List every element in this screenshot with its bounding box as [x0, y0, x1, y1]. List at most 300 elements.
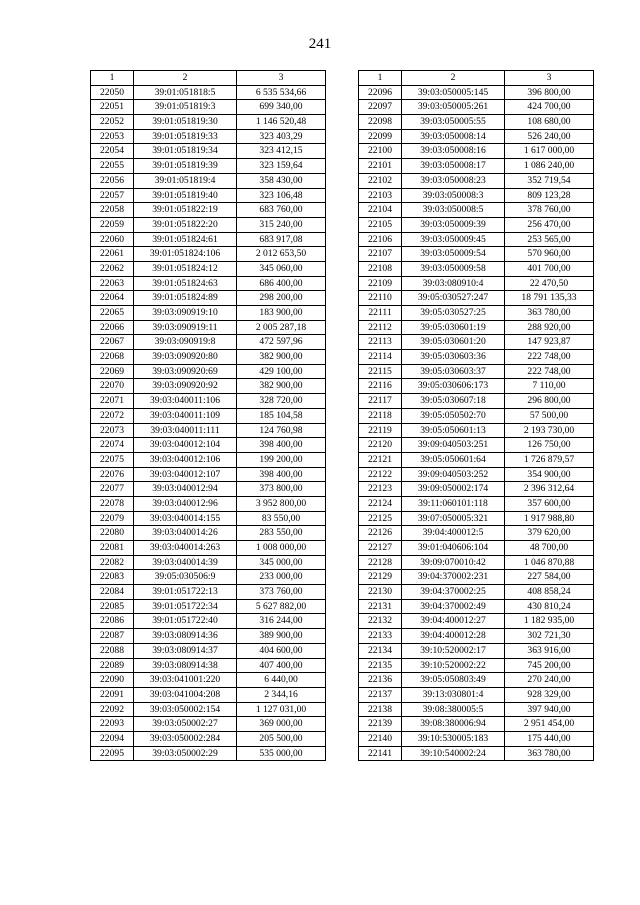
table-header-row — [91, 71, 326, 86]
row-number: 22117 — [359, 394, 402, 409]
cadastral-number: 39:03:050002:29 — [134, 746, 237, 761]
cadastral-value: 1 008 000,00 — [237, 541, 326, 556]
cadastral-number: 39:09:040503:251 — [402, 438, 505, 453]
table-row — [91, 585, 326, 600]
cadastral-value: 570 960,00 — [505, 247, 594, 262]
table-row — [359, 496, 594, 511]
cadastral-number: 39:01:051819:40 — [134, 188, 237, 203]
table-row — [91, 247, 326, 262]
row-number: 22092 — [91, 702, 134, 717]
table-row — [359, 658, 594, 673]
table-row — [359, 232, 594, 247]
cadastral-value: 382 900,00 — [237, 379, 326, 394]
table-row — [359, 731, 594, 746]
cadastral-value: 358 430,00 — [237, 173, 326, 188]
cadastral-number: 39:03:040014:39 — [134, 555, 237, 570]
cadastral-number: 39:03:050002:154 — [134, 702, 237, 717]
cadastral-value: 283 550,00 — [237, 526, 326, 541]
row-number: 22054 — [91, 144, 134, 159]
table-row — [359, 717, 594, 732]
cadastral-number: 39:01:051822:19 — [134, 203, 237, 218]
cadastral-value: 126 750,00 — [505, 438, 594, 453]
cadastral-number: 39:11:060101:118 — [402, 496, 505, 511]
cadastral-value: 397 940,00 — [505, 702, 594, 717]
table-row — [359, 570, 594, 585]
row-number: 22107 — [359, 247, 402, 262]
row-number: 22093 — [91, 717, 134, 732]
table-row — [91, 408, 326, 423]
cadastral-value: 323 106,48 — [237, 188, 326, 203]
cadastral-value: 83 550,00 — [237, 511, 326, 526]
cadastral-number: 39:04:400012:27 — [402, 614, 505, 629]
cadastral-number: 39:03:080914:36 — [134, 629, 237, 644]
cadastral-value: 369 000,00 — [237, 717, 326, 732]
table-row — [359, 115, 594, 130]
cadastral-number: 39:03:050009:45 — [402, 232, 505, 247]
cadastral-number: 39:10:540002:24 — [402, 746, 505, 761]
table-row — [91, 276, 326, 291]
cadastral-number: 39:10:530005:183 — [402, 731, 505, 746]
cadastral-value: 683 760,00 — [237, 203, 326, 218]
table-row — [91, 643, 326, 658]
row-number: 22132 — [359, 614, 402, 629]
cadastral-value: 363 780,00 — [505, 306, 594, 321]
cadastral-value: 396 800,00 — [505, 85, 594, 100]
table-row — [359, 702, 594, 717]
cadastral-number: 39:10:520002:17 — [402, 643, 505, 658]
table-row — [359, 276, 594, 291]
cadastral-value: 323 403,29 — [237, 129, 326, 144]
cadastral-number: 39:05:030601:19 — [402, 320, 505, 335]
row-number: 22056 — [91, 173, 134, 188]
cadastral-number: 39:03:040014:155 — [134, 511, 237, 526]
cadastral-value: 472 597,96 — [237, 335, 326, 350]
cadastral-value: 1 046 870,88 — [505, 555, 594, 570]
table-row — [359, 585, 594, 600]
cadastral-value: 2 193 730,00 — [505, 423, 594, 438]
table-row — [91, 570, 326, 585]
cadastral-value: 296 800,00 — [505, 394, 594, 409]
row-number: 22081 — [91, 541, 134, 556]
row-number: 22051 — [91, 100, 134, 115]
cadastral-value: 686 400,00 — [237, 276, 326, 291]
table-row — [359, 541, 594, 556]
row-number: 22085 — [91, 599, 134, 614]
cadastral-number: 39:05:050803:49 — [402, 673, 505, 688]
row-number: 22072 — [91, 408, 134, 423]
table-row — [359, 394, 594, 409]
cadastral-value: 378 760,00 — [505, 203, 594, 218]
row-number: 22098 — [359, 115, 402, 130]
table-row — [359, 364, 594, 379]
cadastral-value: 1 127 031,00 — [237, 702, 326, 717]
registry-table-left — [90, 70, 326, 761]
cadastral-value: 1 086 240,00 — [505, 159, 594, 174]
cadastral-number: 39:03:040012:96 — [134, 496, 237, 511]
cadastral-number: 39:03:090919:10 — [134, 306, 237, 321]
row-number: 22109 — [359, 276, 402, 291]
cadastral-value: 408 858,24 — [505, 585, 594, 600]
cadastral-number: 39:01:051819:3 — [134, 100, 237, 115]
cadastral-number: 39:04:370002:49 — [402, 599, 505, 614]
row-number: 22065 — [91, 306, 134, 321]
table-row — [359, 335, 594, 350]
table-row — [359, 614, 594, 629]
row-number: 22086 — [91, 614, 134, 629]
cadastral-number: 39:05:030527:247 — [402, 291, 505, 306]
row-number: 22131 — [359, 599, 402, 614]
table-row — [359, 423, 594, 438]
table-row — [91, 629, 326, 644]
table-row — [359, 100, 594, 115]
cadastral-value: 352 719,54 — [505, 173, 594, 188]
column-header-value: 3 — [237, 71, 326, 86]
row-number: 22138 — [359, 702, 402, 717]
row-number: 22057 — [91, 188, 134, 203]
cadastral-value: 373 760,00 — [237, 585, 326, 600]
row-number: 22076 — [91, 467, 134, 482]
cadastral-value: 323 412,15 — [237, 144, 326, 159]
cadastral-value: 5 627 882,00 — [237, 599, 326, 614]
table-row — [91, 188, 326, 203]
cadastral-value: 699 340,00 — [237, 100, 326, 115]
row-number: 22120 — [359, 438, 402, 453]
cadastral-number: 39:01:051722:40 — [134, 614, 237, 629]
row-number: 22119 — [359, 423, 402, 438]
cadastral-value: 147 923,87 — [505, 335, 594, 350]
row-number: 22118 — [359, 408, 402, 423]
table-row — [91, 731, 326, 746]
cadastral-value: 363 916,00 — [505, 643, 594, 658]
cadastral-number: 39:09:070010:42 — [402, 555, 505, 570]
row-number: 22114 — [359, 350, 402, 365]
row-number: 22104 — [359, 203, 402, 218]
cadastral-number: 39:01:051824:61 — [134, 232, 237, 247]
cadastral-number: 39:05:050601:13 — [402, 423, 505, 438]
cadastral-value: 316 244,00 — [237, 614, 326, 629]
cadastral-value: 429 100,00 — [237, 364, 326, 379]
table-row — [359, 629, 594, 644]
cadastral-number: 39:04:370002:231 — [402, 570, 505, 585]
row-number: 22096 — [359, 85, 402, 100]
cadastral-number: 39:03:050009:39 — [402, 217, 505, 232]
cadastral-value: 1 917 988,80 — [505, 511, 594, 526]
cadastral-value: 270 240,00 — [505, 673, 594, 688]
cadastral-value: 1 617 000,00 — [505, 144, 594, 159]
cadastral-value: 185 104,58 — [237, 408, 326, 423]
table-row — [91, 511, 326, 526]
row-number: 22105 — [359, 217, 402, 232]
cadastral-value: 401 700,00 — [505, 261, 594, 276]
cadastral-value: 227 584,00 — [505, 570, 594, 585]
row-number: 22063 — [91, 276, 134, 291]
row-number: 22112 — [359, 320, 402, 335]
cadastral-value: 1 182 935,00 — [505, 614, 594, 629]
row-number: 22053 — [91, 129, 134, 144]
cadastral-number: 39:09:040503:252 — [402, 467, 505, 482]
cadastral-value: 7 110,00 — [505, 379, 594, 394]
cadastral-value: 48 700,00 — [505, 541, 594, 556]
table-row — [359, 438, 594, 453]
cadastral-number: 39:01:051824:89 — [134, 291, 237, 306]
row-number: 22060 — [91, 232, 134, 247]
cadastral-number: 39:03:041004:208 — [134, 687, 237, 702]
table-row — [91, 599, 326, 614]
cadastral-number: 39:01:051824:106 — [134, 247, 237, 262]
cadastral-value: 222 748,00 — [505, 364, 594, 379]
table-row — [91, 320, 326, 335]
table-row — [91, 394, 326, 409]
table-row — [359, 482, 594, 497]
cadastral-value: 535 000,00 — [237, 746, 326, 761]
cadastral-number: 39:05:030601:20 — [402, 335, 505, 350]
table-row — [359, 173, 594, 188]
cadastral-value: 526 240,00 — [505, 129, 594, 144]
row-number: 22061 — [91, 247, 134, 262]
row-number: 22128 — [359, 555, 402, 570]
row-number: 22103 — [359, 188, 402, 203]
table-row — [359, 379, 594, 394]
row-number: 22087 — [91, 629, 134, 644]
cadastral-number: 39:03:040012:106 — [134, 452, 237, 467]
cadastral-value: 2 951 454,00 — [505, 717, 594, 732]
row-number: 22079 — [91, 511, 134, 526]
cadastral-value: 315 240,00 — [237, 217, 326, 232]
row-number: 22123 — [359, 482, 402, 497]
cadastral-value: 108 680,00 — [505, 115, 594, 130]
row-number: 22122 — [359, 467, 402, 482]
table-row — [91, 541, 326, 556]
cadastral-value: 363 780,00 — [505, 746, 594, 761]
table-row — [91, 687, 326, 702]
table-row — [359, 746, 594, 761]
table-row — [91, 673, 326, 688]
row-number: 22094 — [91, 731, 134, 746]
cadastral-number: 39:01:051722:13 — [134, 585, 237, 600]
table-row — [359, 673, 594, 688]
row-number: 22074 — [91, 438, 134, 453]
cadastral-number: 39:03:050008:5 — [402, 203, 505, 218]
cadastral-value: 199 200,00 — [237, 452, 326, 467]
cadastral-number: 39:03:080910:4 — [402, 276, 505, 291]
row-number: 22124 — [359, 496, 402, 511]
table-row — [359, 159, 594, 174]
table-row — [91, 159, 326, 174]
table-row — [359, 555, 594, 570]
cadastral-number: 39:01:051819:34 — [134, 144, 237, 159]
cadastral-number: 39:01:040606:104 — [402, 541, 505, 556]
cadastral-value: 6 535 534,66 — [237, 85, 326, 100]
cadastral-number: 39:01:051824:12 — [134, 261, 237, 276]
cadastral-number: 39:01:051819:30 — [134, 115, 237, 130]
row-number: 22130 — [359, 585, 402, 600]
cadastral-number: 39:03:090920:92 — [134, 379, 237, 394]
table-row — [91, 496, 326, 511]
table-row — [91, 467, 326, 482]
cadastral-number: 39:01:051822:20 — [134, 217, 237, 232]
row-number: 22136 — [359, 673, 402, 688]
row-number: 22133 — [359, 629, 402, 644]
cadastral-value: 928 329,00 — [505, 687, 594, 702]
row-number: 22139 — [359, 717, 402, 732]
cadastral-number: 39:13:030801:4 — [402, 687, 505, 702]
table-row — [91, 379, 326, 394]
table-row — [359, 129, 594, 144]
cadastral-value: 256 470,00 — [505, 217, 594, 232]
row-number: 22055 — [91, 159, 134, 174]
table-row — [91, 232, 326, 247]
cadastral-number: 39:04:400012:5 — [402, 526, 505, 541]
cadastral-number: 39:10:520002:22 — [402, 658, 505, 673]
row-number: 22121 — [359, 452, 402, 467]
cadastral-number: 39:01:051818:5 — [134, 85, 237, 100]
table-header-row — [359, 71, 594, 86]
table-row — [359, 643, 594, 658]
cadastral-number: 39:01:051819:33 — [134, 129, 237, 144]
row-number: 22066 — [91, 320, 134, 335]
row-number: 22129 — [359, 570, 402, 585]
cadastral-value: 745 200,00 — [505, 658, 594, 673]
table-row — [359, 687, 594, 702]
row-number: 22095 — [91, 746, 134, 761]
row-number: 22059 — [91, 217, 134, 232]
cadastral-number: 39:03:050009:54 — [402, 247, 505, 262]
cadastral-value: 373 800,00 — [237, 482, 326, 497]
cadastral-value: 809 123,28 — [505, 188, 594, 203]
cadastral-number: 39:04:400012:28 — [402, 629, 505, 644]
table-row — [359, 306, 594, 321]
row-number: 22071 — [91, 394, 134, 409]
cadastral-number: 39:03:050005:55 — [402, 115, 505, 130]
cadastral-number: 39:03:090919:11 — [134, 320, 237, 335]
cadastral-number: 39:01:051824:63 — [134, 276, 237, 291]
table-row — [91, 614, 326, 629]
table-row — [91, 217, 326, 232]
cadastral-value: 302 721,30 — [505, 629, 594, 644]
cadastral-number: 39:03:090920:69 — [134, 364, 237, 379]
table-row — [91, 364, 326, 379]
cadastral-number: 39:03:040012:94 — [134, 482, 237, 497]
row-number: 22075 — [91, 452, 134, 467]
table-row — [359, 511, 594, 526]
cadastral-number: 39:01:051819:4 — [134, 173, 237, 188]
table-row — [91, 702, 326, 717]
cadastral-number: 39:03:040011:109 — [134, 408, 237, 423]
cadastral-number: 39:03:050002:284 — [134, 731, 237, 746]
table-row — [91, 100, 326, 115]
cadastral-number: 39:03:040011:106 — [134, 394, 237, 409]
cadastral-value: 1 146 520,48 — [237, 115, 326, 130]
cadastral-value: 683 917,08 — [237, 232, 326, 247]
row-number: 22091 — [91, 687, 134, 702]
cadastral-number: 39:05:050502:70 — [402, 408, 505, 423]
cadastral-value: 2 012 653,50 — [237, 247, 326, 262]
cadastral-value: 22 470,50 — [505, 276, 594, 291]
cadastral-number: 39:05:030506:9 — [134, 570, 237, 585]
table-row — [359, 261, 594, 276]
row-number: 22137 — [359, 687, 402, 702]
column-header-cadastral: 2 — [134, 71, 237, 86]
cadastral-number: 39:08:380006:94 — [402, 717, 505, 732]
cadastral-value: 253 565,00 — [505, 232, 594, 247]
column-header-number: 1 — [359, 71, 402, 86]
cadastral-value: 379 620,00 — [505, 526, 594, 541]
cadastral-number: 39:03:050005:145 — [402, 85, 505, 100]
cadastral-value: 354 900,00 — [505, 467, 594, 482]
cadastral-number: 39:03:050008:16 — [402, 144, 505, 159]
cadastral-value: 175 440,00 — [505, 731, 594, 746]
row-number: 22083 — [91, 570, 134, 585]
cadastral-value: 2 005 287,18 — [237, 320, 326, 335]
cadastral-number: 39:01:051819:39 — [134, 159, 237, 174]
row-number: 22050 — [91, 85, 134, 100]
cadastral-number: 39:05:030527:25 — [402, 306, 505, 321]
table-row — [91, 526, 326, 541]
row-number: 22111 — [359, 306, 402, 321]
table-row — [91, 291, 326, 306]
cadastral-number: 39:03:041001:220 — [134, 673, 237, 688]
cadastral-value: 288 920,00 — [505, 320, 594, 335]
cadastral-number: 39:03:080914:38 — [134, 658, 237, 673]
table-row — [359, 247, 594, 262]
table-row — [91, 482, 326, 497]
cadastral-value: 323 159,64 — [237, 159, 326, 174]
cadastral-number: 39:03:050008:23 — [402, 173, 505, 188]
cadastral-value: 6 440,00 — [237, 673, 326, 688]
cadastral-value: 389 900,00 — [237, 629, 326, 644]
table-row — [359, 599, 594, 614]
row-number: 22126 — [359, 526, 402, 541]
column-header-cadastral: 2 — [402, 71, 505, 86]
cadastral-number: 39:05:030607:18 — [402, 394, 505, 409]
row-number: 22097 — [359, 100, 402, 115]
table-row — [91, 746, 326, 761]
row-number: 22052 — [91, 115, 134, 130]
cadastral-number: 39:07:050005:321 — [402, 511, 505, 526]
row-number: 22069 — [91, 364, 134, 379]
row-number: 22070 — [91, 379, 134, 394]
table-row — [359, 452, 594, 467]
row-number: 22101 — [359, 159, 402, 174]
table-row — [91, 115, 326, 130]
table-row — [91, 555, 326, 570]
cadastral-value: 398 400,00 — [237, 438, 326, 453]
cadastral-number: 39:03:050008:17 — [402, 159, 505, 174]
cadastral-number: 39:09:050002:174 — [402, 482, 505, 497]
cadastral-value: 345 000,00 — [237, 555, 326, 570]
row-number: 22127 — [359, 541, 402, 556]
cadastral-value: 345 060,00 — [237, 261, 326, 276]
column-header-value: 3 — [505, 71, 594, 86]
row-number: 22082 — [91, 555, 134, 570]
cadastral-number: 39:03:050005:261 — [402, 100, 505, 115]
row-number: 22140 — [359, 731, 402, 746]
row-number: 22068 — [91, 350, 134, 365]
cadastral-value: 430 810,24 — [505, 599, 594, 614]
table-row — [91, 203, 326, 218]
table-row — [359, 408, 594, 423]
cadastral-value: 382 900,00 — [237, 350, 326, 365]
cadastral-number: 39:03:050008:3 — [402, 188, 505, 203]
table-row — [359, 203, 594, 218]
cadastral-value: 205 500,00 — [237, 731, 326, 746]
table-row — [359, 85, 594, 100]
table-row — [91, 306, 326, 321]
cadastral-number: 39:03:050002:27 — [134, 717, 237, 732]
table-row — [359, 467, 594, 482]
cadastral-number: 39:05:030606:173 — [402, 379, 505, 394]
table-row — [359, 291, 594, 306]
